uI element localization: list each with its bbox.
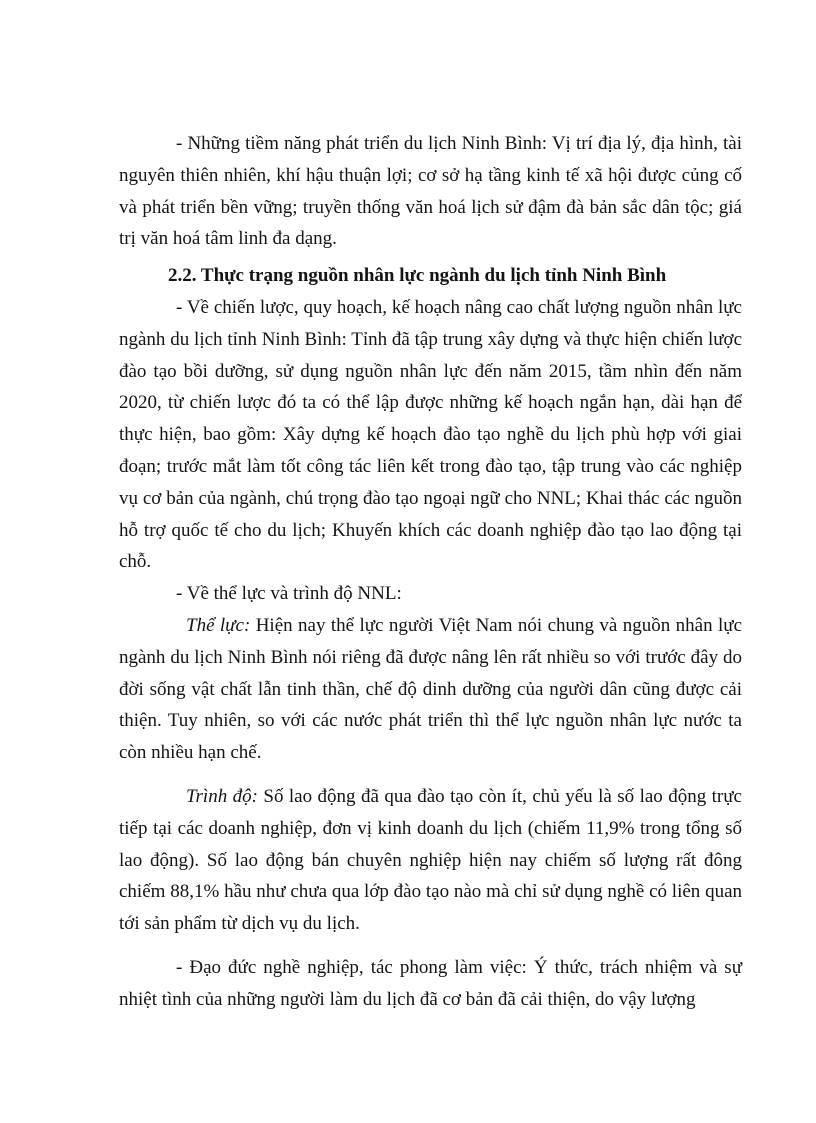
document-body: [119, 128, 742, 1016]
paragraph-strategy: [119, 292, 742, 578]
paragraph-qualification: [119, 781, 742, 940]
paragraph-text: Hiện nay thể lực người Việt Nam nói chung và nguồn nhân lực ngành du lịch Ninh Bình nói riêng đã được nâng lên rất nhiều so với trước đây do đời sống vật chất lẫn tinh thần, chế độ dinh dưỡng của người dân cũng được cải thiện. Tuy nhiên, so với các nước phát triển thì thể lực nguồn nhân lực nước ta còn nhiều hạn chế.: [119, 614, 742, 764]
paragraph-text: Số lao động đã qua đào tạo còn ít, chủ yếu là số lao động trực tiếp tại các doanh nghiệp, đơn vị kinh doanh du lịch (chiếm 11,9% trong tổng số lao động). Số lao động bán chuyên nghiệp hiện nay chiếm số lượng rất đông chiếm 88,1% hầu như chưa qua lớp đào tạo nào mà chỉ sử dụng nghề có liên quan tới sản phẩm từ dịch vụ du lịch.: [119, 785, 742, 935]
section-heading-text: 2.2. Thực trạng nguồn nhân lực ngành du lịch tỉnh Ninh Bình: [168, 265, 667, 287]
paragraph-text: - Những tiềm năng phát triển du lịch Ninh Bình: Vị trí địa lý, địa hình, tài nguyên thiên nhiên, khí hậu thuận lợi; cơ sở hạ tầng kinh tế xã hội được củng cố và phát triển bền vững; truyền thống văn hoá lịch sử đậm đà bản sắc dân tộc; giá trị văn hoá tâm linh đa dạng.: [119, 133, 742, 250]
paragraph-ethics: [119, 952, 742, 1016]
paragraph-lead: Thể lực:: [186, 614, 251, 636]
paragraph-potential: [119, 128, 742, 255]
paragraph-text: - Về thể lực và trình độ NNL:: [176, 583, 402, 605]
paragraph-fitness: [119, 610, 742, 769]
section-heading: [168, 260, 742, 292]
paragraph-text: - Đạo đức nghề nghiệp, tác phong làm việc: Ý thức, trách nhiệm và sự nhiệt tình của những người làm du lịch đã cơ bản đã cải thiện, do vậy lượng: [119, 956, 742, 1010]
paragraph-fitness-intro: [176, 578, 742, 610]
paragraph-lead: Trình độ:: [186, 785, 258, 807]
paragraph-text: - Về chiến lược, quy hoạch, kế hoạch nâng cao chất lượng nguồn nhân lực ngành du lịch tỉnh Ninh Bình: Tỉnh đã tập trung xây dựng và thực hiện chiến lược đào tạo bồi dưỡng, sử dụng nguồn nhân lực đến năm 2015, tầm nhìn đến năm 2020, từ chiến lược đó ta có thể lập được những kế hoạch ngắn hạn, dài hạn để thực hiện, bao gồm: Xây dựng kế hoạch đào tạo nghề du lịch phù hợp với giai đoạn; trước mắt làm tốt công tác liên kết trong đào tạo, tập trung vào các nghiệp vụ cơ bản của ngành, chú trọng đào tạo ngoại ngữ cho NNL; Khai thác các nguồn hỗ trợ quốc tế cho du lịch; Khuyến khích các doanh nghiệp đào tạo lao động tại chỗ.: [119, 296, 742, 573]
